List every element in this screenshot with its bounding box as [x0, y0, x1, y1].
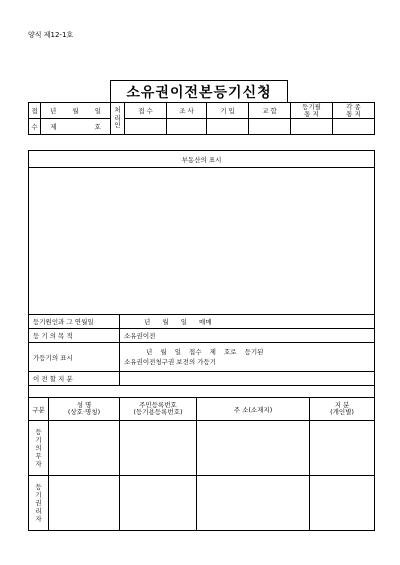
receipt-number-label: 제 호: [41, 119, 111, 135]
division-header: 구분: [29, 398, 49, 421]
col-reg-notice: 등기필 통 지: [291, 103, 333, 119]
address-header: 주 소(소재지): [197, 398, 310, 421]
name-header: [49, 398, 120, 421]
col-entry: 기 입: [207, 103, 249, 119]
col-misc-notice: 각 종 통 지: [333, 103, 375, 119]
obligor-char: 등: [35, 427, 42, 436]
reg-number-header-bottom: (등기용등록번호): [133, 408, 183, 416]
reg-number-header: [120, 398, 197, 421]
obligor-name-cell[interactable]: [49, 421, 120, 476]
holder-char: 자: [35, 515, 42, 524]
obligor-char: 자: [35, 460, 42, 469]
provisional-reg-line2: 소유권이전청구권 보전의 가등기: [124, 358, 217, 366]
receipt-table: [28, 102, 375, 135]
property-description-area[interactable]: [29, 168, 375, 315]
holder-char: 권: [35, 498, 42, 507]
share-header: [310, 398, 375, 421]
share-header-bottom: (개인별): [330, 408, 354, 416]
cell-misc-notice[interactable]: [333, 119, 375, 135]
spacer-row: [29, 386, 375, 398]
obligor-char: 무: [35, 452, 42, 461]
share-header-top: 지 분: [334, 400, 350, 409]
holder-char: 기: [35, 490, 42, 499]
form-title: 소유권이전본등기신청: [110, 80, 288, 102]
obligor-address-cell[interactable]: [197, 421, 310, 476]
holder-reg-cell[interactable]: [120, 476, 197, 531]
holder-share-cell[interactable]: [310, 476, 375, 531]
application-table: [28, 150, 375, 531]
holder-label: [29, 476, 49, 531]
col-receipt: 접 수: [125, 103, 167, 119]
obligor-char: 기: [35, 435, 42, 444]
provisional-reg-line1: 년 월 일 접수 제 호로 등기된: [146, 347, 264, 356]
cell-verify[interactable]: [249, 119, 291, 135]
cell-inspect[interactable]: [167, 119, 207, 135]
cause-date-label: 등기원인과 그 연월일: [29, 315, 120, 329]
processor-label: [111, 103, 125, 135]
provisional-reg-value[interactable]: [120, 343, 375, 372]
holder-char: 리: [35, 507, 42, 516]
processor-char: 처: [114, 106, 121, 115]
obligor-reg-cell[interactable]: [120, 421, 197, 476]
share-transfer-value[interactable]: [120, 372, 375, 386]
obligor-char: 의: [35, 443, 42, 452]
cell-entry[interactable]: [207, 119, 249, 135]
obligor-share-cell[interactable]: [310, 421, 375, 476]
name-header-top: 성 명: [76, 400, 92, 409]
obligor-label: [29, 421, 49, 476]
purpose-value[interactable]: 소유권이전: [120, 329, 375, 343]
form-number: 양식 제12-1호: [28, 31, 74, 39]
share-transfer-label: 이 전 할 지 분: [29, 372, 120, 386]
processor-char: 인: [114, 121, 121, 130]
name-header-bottom: (상호·명칭): [67, 408, 101, 416]
receipt-date-label: 년 월 일: [41, 103, 111, 119]
holder-name-cell[interactable]: [49, 476, 120, 531]
provisional-reg-label: 가등기의 표시: [29, 343, 120, 372]
purpose-label: 등 기 의 목 적: [29, 329, 120, 343]
holder-char: 등: [35, 482, 42, 491]
cell-reg-notice[interactable]: [291, 119, 333, 135]
col-inspect: 조 사: [167, 103, 207, 119]
cell-receipt[interactable]: [125, 119, 167, 135]
reg-number-header-top: 주민등록번호: [139, 400, 177, 409]
receipt-label-top: 접: [29, 103, 41, 119]
receipt-label-bottom: 수: [29, 119, 41, 135]
processor-char: 리: [114, 113, 121, 122]
cause-date-value[interactable]: 년 월 일 매매: [120, 315, 375, 329]
col-verify: 교 합: [249, 103, 291, 119]
property-section-header: 부동산의 표시: [29, 151, 375, 168]
holder-address-cell[interactable]: [197, 476, 310, 531]
